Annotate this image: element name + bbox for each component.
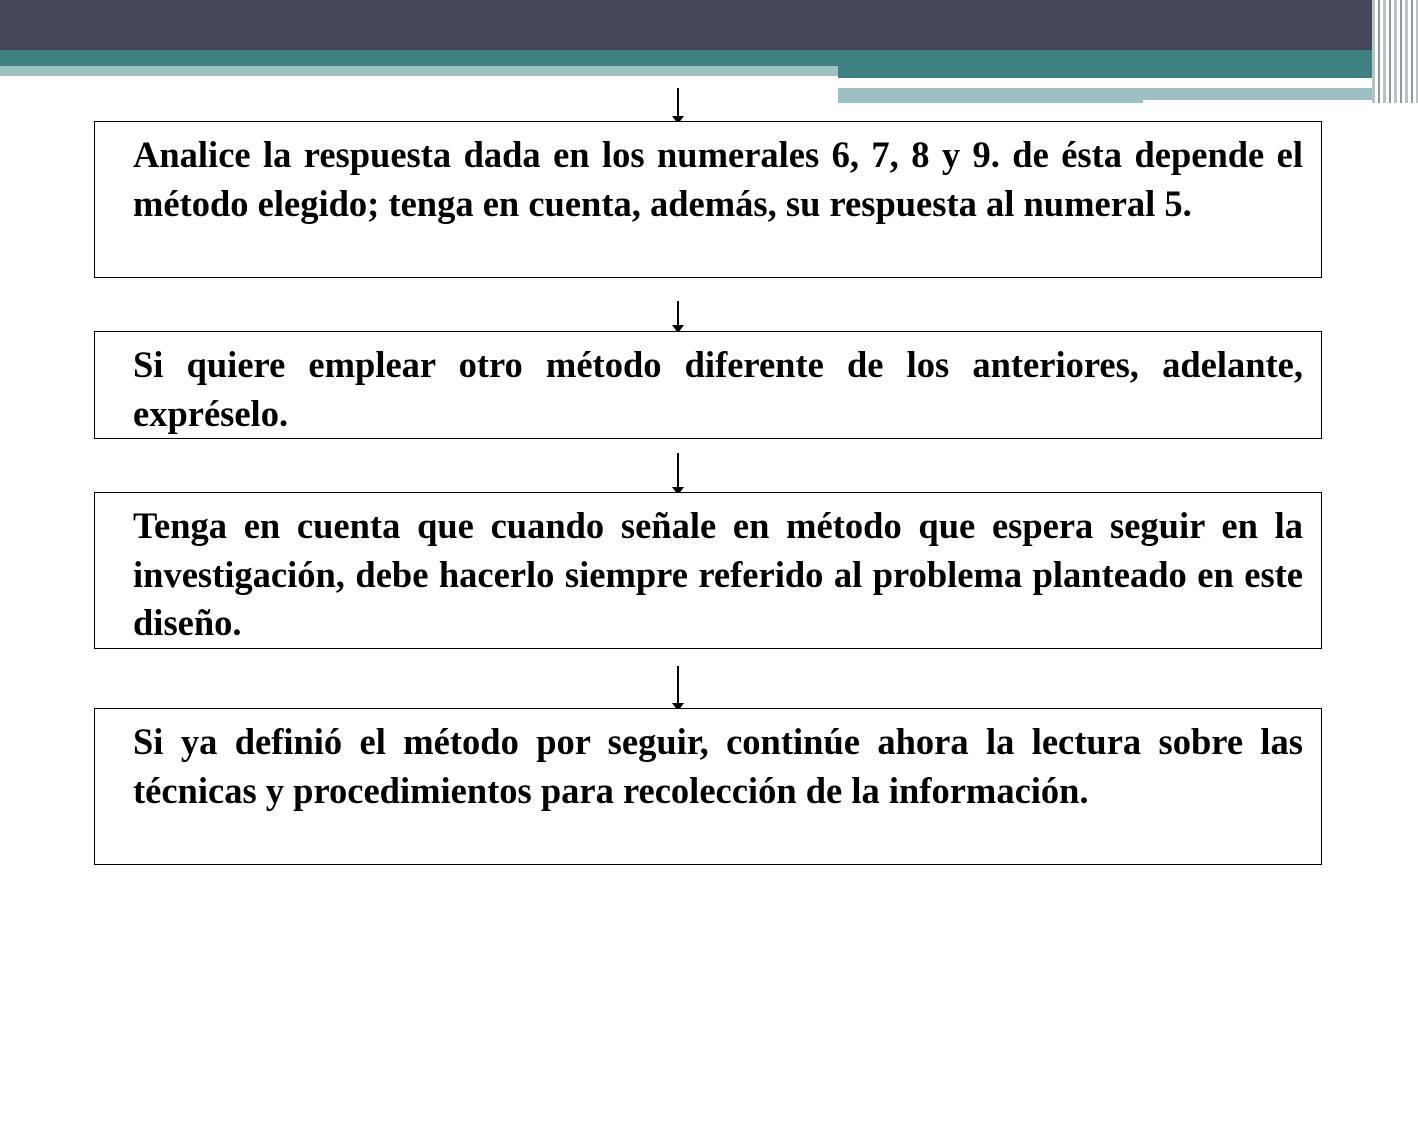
flow-arrow-2 [672,301,684,333]
flow-arrow-3 [672,453,684,495]
flow-arrow-4 [672,666,684,711]
flow-step-2-text: Si quiere emplear otro método diferente de los anteriores, adelante, expréselo. [133,344,1303,434]
flow-step-4-text: Si ya definió el método por seguir, continúe ahora la lectura sobre las técnicas y procedimientos para recolección de la información. [133,721,1303,811]
flow-step-3-text: Tenga en cuenta que cuando señale en método que espera seguir en la investigación, debe hacerlo siempre referido al problema planteado en este diseño. [133,505,1303,643]
header-light-bar-left [0,66,838,76]
flow-step-3 [94,492,1322,649]
flow-step-4 [94,708,1322,865]
header-stripes [1372,0,1418,103]
flow-arrow-1 [672,88,684,124]
flow-step-1-text: Analice la respuesta dada en los numerales 6, 7, 8 y 9. de ésta depende el método elegido; tenga en cuenta, además, su respuesta al numeral 5. [133,134,1303,224]
header-teal-bar [0,50,1418,66]
flow-step-2 [94,331,1322,439]
header-dark-bar [0,0,1418,50]
header-teal-bar-right [838,66,1418,78]
header-divider-line [838,80,1314,86]
header-light-bar-right-lower [838,98,1143,103]
flow-step-1 [94,121,1322,278]
